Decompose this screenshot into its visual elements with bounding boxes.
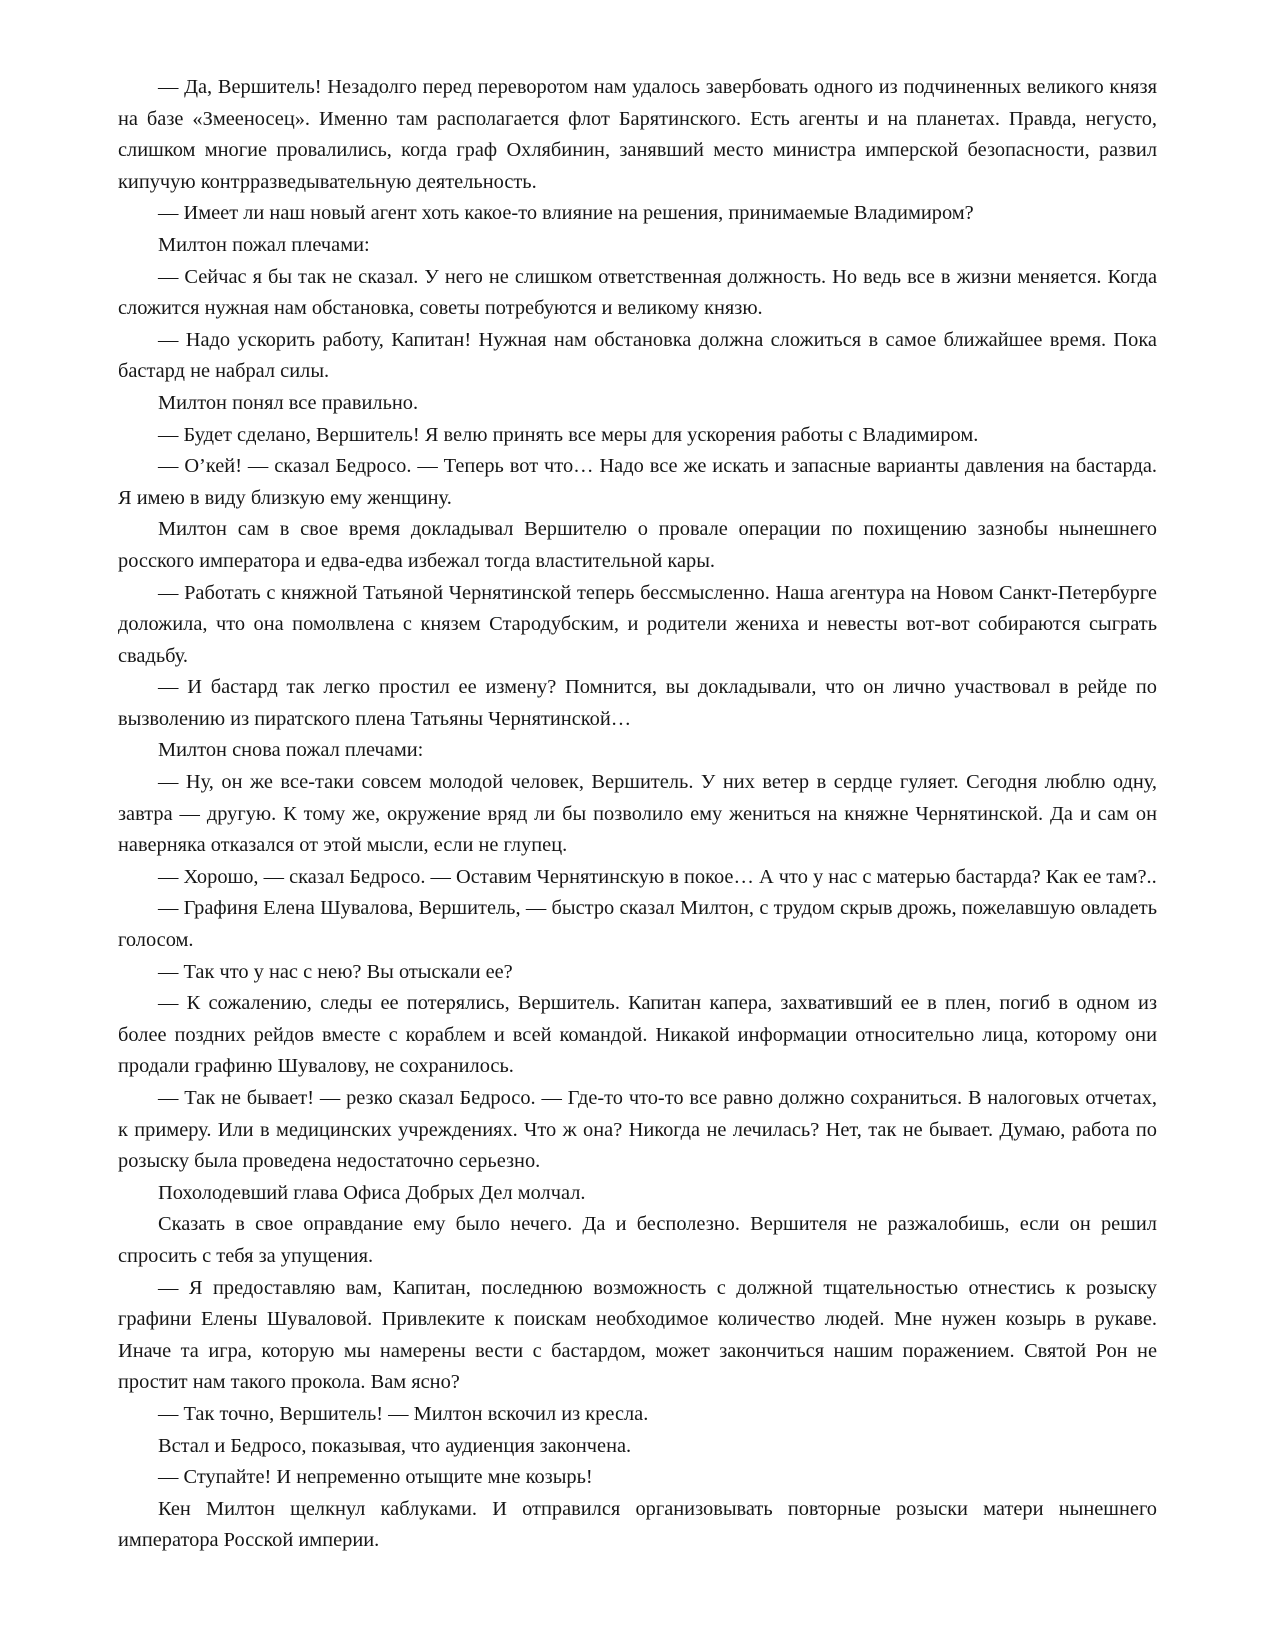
paragraph: — И бастард так легко простил ее измену? Помнится, вы докладывали, что он лично участвовал в рейде по вызволению из пиратского плена Татьяны Чернятинской… (118, 676, 1157, 730)
paragraph: Милтон снова пожал плечами: (158, 739, 424, 762)
paragraph: Милтон сам в свое время докладывал Вершителю о провале операции по похищению зазнобы нынешнего росского императора и едва-едва избежал тогда властительной кары. (118, 518, 1157, 572)
paragraph: — Графиня Елена Шувалова, Вершитель, — быстро сказал Милтон, с трудом скрыв дрожь, пожелавшую овладеть голосом. (118, 897, 1157, 952)
paragraph: — Имеет ли наш новый агент хоть какое-то влияние на решения, принимаемые Владимиром? (158, 202, 974, 225)
paragraph: — Хорошо, — сказал Бедросо. — Оставим Чернятинскую в покое… А что у нас с матерью бастарда? Как ее там?.. (158, 865, 1157, 888)
paragraph: — Сейчас я бы так не сказал. У него не слишком ответственная должность. Но ведь все в жизни меняется. Когда сложится нужная нам обстановка, советы потребуются и великому князю. (118, 265, 1157, 320)
paragraph: — Ступайте! И непременно отыщите мне козырь! (158, 1466, 593, 1489)
paragraph: — Так точно, Вершитель! — Милтон вскочил из кресла. (158, 1402, 649, 1425)
paragraph: — Работать с княжной Татьяной Чернятинской теперь бессмысленно. Наша агентура на Новом Санкт-Петербурге доложила, что она помолвлена с князем Стародубским, и родители жениха и невесты вот-вот собираются сыграть свадьбу. (118, 581, 1157, 667)
paragraph: — Я предоставляю вам, Капитан, последнюю возможность с должной тщательностью отнестись к розыску графини Елены Шуваловой. Привлеките к поискам необходимое количество людей. Мне нужен козырь в рукаве. Иначе та игра, которую мы намерены вести с бастардом, может закончиться нашим поражением. Святой Рон не простит нам такого прокола. Вам ясно? (118, 1276, 1157, 1394)
paragraph: — Надо ускорить работу, Капитан! Нужная нам обстановка должна сложиться в самое ближайшее время. Пока бастард не набрал силы. (118, 328, 1157, 383)
paragraph: Милтон пожал плечами: (158, 233, 370, 256)
paragraph: Кен Милтон щелкнул каблуками. И отправился организовывать повторные розыски матери нынешнего императора Росской империи. (118, 1497, 1157, 1552)
paragraph: — Так что у нас с нею? Вы отыскали ее? (158, 960, 513, 983)
paragraph: — Так не бывает! — резко сказал Бедросо. — Где-то что-то все равно должно сохраниться. В налоговых отчетах, к примеру. Или в медицинских учреждениях. Что ж она? Никогда не лечилась? Нет, так не бывает. Думаю, работа по розыску была проведена недостаточно серьезно. (118, 1087, 1157, 1173)
paragraph: — К сожалению, следы ее потерялись, Вершитель. Капитан капера, захвативший ее в плен, погиб в одном из более поздних рейдов вместе с кораблем и всей командой. Никакой информации относительно лица, которому они продали графиню Шувалову, не сохранилось. (118, 992, 1157, 1078)
paragraph: Встал и Бедросо, показывая, что аудиенция закончена. (158, 1434, 632, 1457)
paragraph: — Будет сделано, Вершитель! Я велю принять все меры для ускорения работы с Владимиром. (158, 423, 979, 446)
paragraph: Похолодевший глава Офиса Добрых Дел молчал. (158, 1181, 586, 1204)
page-body-text (118, 72, 1157, 1557)
paragraph: — О’кей! — сказал Бедросо. — Теперь вот что… Надо все же искать и запасные варианты давления на бастарда. Я имею в виду близкую ему женщину. (118, 455, 1157, 509)
paragraph: Сказать в свое оправдание ему было нечего. Да и бесполезно. Вершителя не разжалобишь, если он решил спросить с тебя за упущения. (118, 1213, 1157, 1267)
paragraph: Милтон понял все правильно. (158, 391, 419, 414)
paragraph: — Да, Вершитель! Незадолго перед переворотом нам удалось завербовать одного из подчиненных великого князя на базе «Змееносец». Именно там располагается флот Барятинского. Есть агенты и на планетах. Правда, негусто, слишком многие провалились, когда граф Охлябинин, занявший место министра имперской безопасности, развил кипучую контрразведывательную деятельность. (118, 76, 1157, 193)
paragraph: — Ну, он же все-таки совсем молодой человек, Вершитель. У них ветер в сердце гуляет. Сегодня люблю одну, завтра — другую. К тому же, окружение вряд ли бы позволило ему жениться на княжне Чернятинской. Да и сам он наверняка отказался от этой мысли, если не глупец. (118, 771, 1157, 857)
